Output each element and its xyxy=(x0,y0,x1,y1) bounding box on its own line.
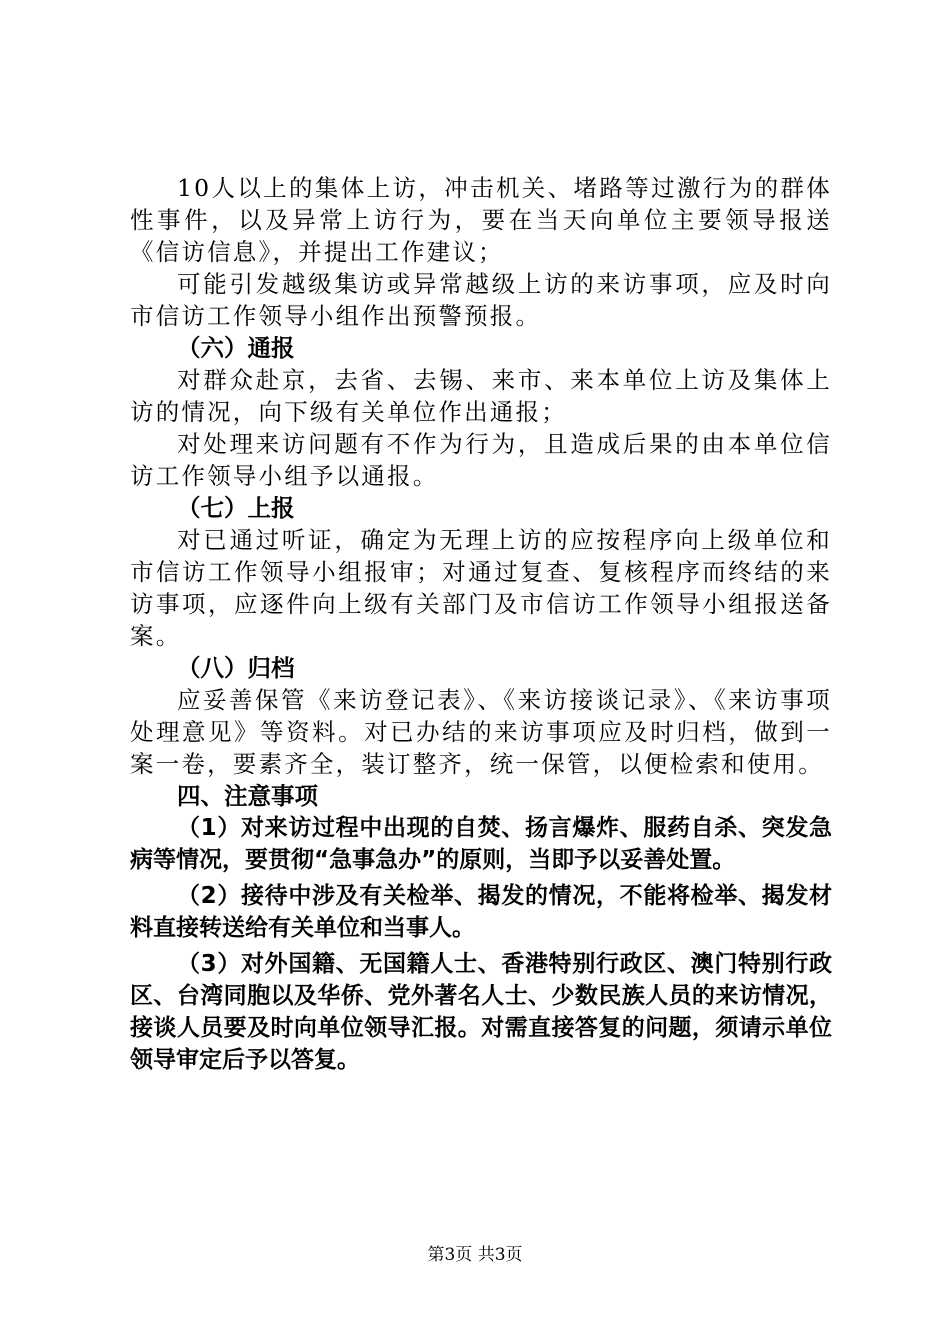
section-heading-notes: 四、注意事项 xyxy=(177,782,318,810)
paragraph: 可能引发越级集访或异常越级上访的来访事项，应及时向市信访工作领导小组作出预警预报。 xyxy=(130,270,832,330)
paragraph: 10人以上的集体上访，冲击机关、堵路等过激行为的群体性事件，以及异常上访行为，要在当天向单位主要领导报送《信访信息》，并提出工作建议； xyxy=(130,174,832,266)
page-number-footer: 第3页 共3页 xyxy=(427,1245,523,1265)
notes-list xyxy=(130,812,832,1076)
paragraph: 对已通过听证，确定为无理上访的应按程序向上级单位和市信访工作领导小组报审；对通过复查、复核程序而终结的来访事项，应逐件向上级有关部门及市信访工作领导小组报送备案。 xyxy=(130,526,832,650)
note-item: （3）对外国籍、无国籍人士、香港特别行政区、澳门特别行政区、台湾同胞以及华侨、党外著名人士、少数民族人员的来访情况，接谈人员要及时向单位领导汇报。对需直接答复的问题，须请示单位领导审定后予以答复。 xyxy=(130,951,832,1073)
paragraph: 对处理来访问题有不作为行为，且造成后果的由本单位信访工作领导小组予以通报。 xyxy=(130,430,832,490)
paragraph: 对群众赴京，去省、去锡、来市、来本单位上访及集体上访的情况，向下级有关单位作出通报； xyxy=(130,366,832,426)
section-heading-report: （七）上报 xyxy=(177,494,295,522)
note-item: （2）接待中涉及有关检举、揭发的情况，不能将检举、揭发材料直接转送给有关单位和当事人。 xyxy=(130,883,832,941)
document-body xyxy=(130,172,832,1080)
note-item: （1）对来访过程中出现的自焚、扬言爆炸、服药自杀、突发急病等情况，要贯彻“急事急办”的原则，当即予以妥善处置。 xyxy=(130,815,832,873)
section-heading-notify: （六）通报 xyxy=(177,334,295,362)
paragraph: 应妥善保管《来访登记表》、《来访接谈记录》、《来访事项处理意见》等资料。对已办结的来访事项应及时归档，做到一案一卷，要素齐全，装订整齐，统一保管，以便检索和使用。 xyxy=(130,686,832,778)
section-heading-archive: （八）归档 xyxy=(177,654,295,682)
